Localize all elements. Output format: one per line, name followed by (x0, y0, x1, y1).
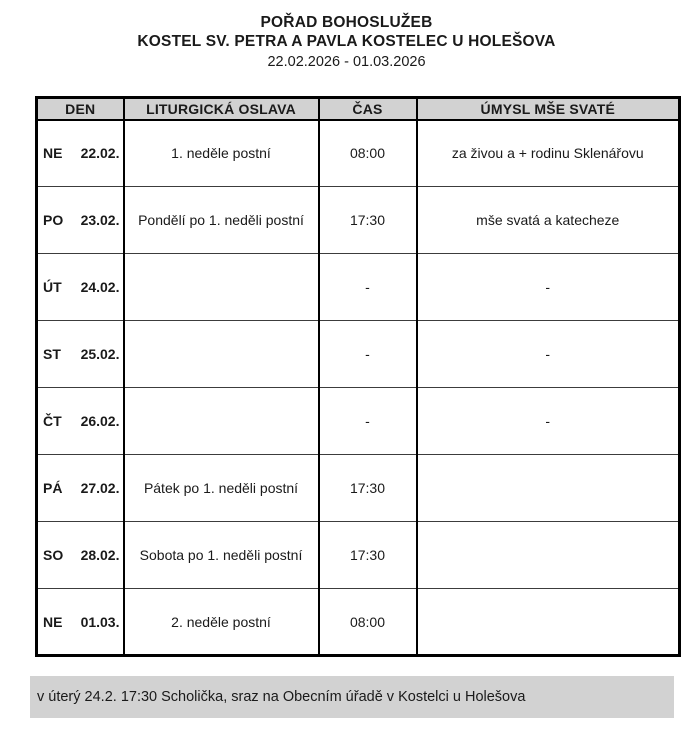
table-row (37, 254, 680, 321)
intention-cell: - (417, 388, 680, 455)
table-row (37, 455, 680, 522)
schedule-table (35, 96, 681, 657)
church-name: KOSTEL SV. PETRA A PAVLA KOSTELEC U HOLEŠOVA (137, 33, 556, 50)
time-cell: 17:30 (319, 187, 417, 254)
time-cell: - (319, 388, 417, 455)
day-cell (37, 120, 124, 187)
day-cell (37, 388, 124, 455)
day-date: 24.02. (80, 279, 120, 295)
column-header-liturgicka-oslava: LITURGICKÁ OSLAVA (124, 98, 319, 120)
day-cell (37, 254, 124, 321)
intention-cell: - (417, 254, 680, 321)
time-cell: 08:00 (319, 120, 417, 187)
time-cell: 17:30 (319, 455, 417, 522)
day-date: 01.03. (80, 613, 120, 630)
table-row (37, 522, 680, 589)
intention-cell: mše svatá a katecheze (417, 187, 680, 254)
intention-cell (417, 589, 680, 656)
day-abbrev: NE (43, 145, 63, 162)
day-cell (37, 589, 124, 656)
celebration-cell: 2. neděle postní (124, 589, 319, 656)
day-abbrev: ÚT (43, 279, 62, 295)
celebration-cell: Sobota po 1. neděli postní (124, 522, 319, 589)
celebration-cell: Pondělí po 1. neděli postní (124, 187, 319, 254)
header-row (37, 98, 680, 120)
day-date: 22.02. (80, 145, 120, 162)
day-abbrev: NE (43, 613, 63, 630)
day-date: 26.02. (80, 413, 120, 429)
table-row (37, 321, 680, 388)
footer-note-band (30, 676, 674, 718)
celebration-cell: 1. neděle postní (124, 120, 319, 187)
date-range: 22.02.2026 - 01.03.2026 (267, 54, 426, 70)
footer-note: v úterý 24.2. 17:30 Scholička, sraz na Obecním úřadě v Kostelci u Holešova (37, 689, 526, 705)
intention-cell (417, 455, 680, 522)
intention-cell (417, 522, 680, 589)
celebration-cell (124, 388, 319, 455)
time-cell: 17:30 (319, 522, 417, 589)
day-cell (37, 522, 124, 589)
time-cell: 08:00 (319, 589, 417, 656)
table-row (37, 187, 680, 254)
day-date: 27.02. (80, 480, 120, 496)
day-abbrev: PO (43, 212, 64, 228)
day-abbrev: PÁ (43, 480, 63, 496)
time-cell: - (319, 254, 417, 321)
day-date: 28.02. (80, 547, 120, 563)
day-cell (37, 187, 124, 254)
celebration-cell: Pátek po 1. neděli postní (124, 455, 319, 522)
page-title: POŘAD BOHOSLUŽEB (260, 14, 433, 31)
table-row (37, 589, 680, 656)
column-header-umysl: ÚMYSL MŠE SVATÉ (417, 98, 680, 120)
day-cell (37, 455, 124, 522)
column-header-den: DEN (37, 98, 124, 120)
day-date: 23.02. (80, 212, 120, 228)
day-abbrev: ČT (43, 413, 62, 429)
table-row (37, 388, 680, 455)
celebration-cell (124, 254, 319, 321)
day-abbrev: SO (43, 547, 64, 563)
day-abbrev: ST (43, 346, 61, 362)
celebration-cell (124, 321, 319, 388)
title-block (0, 0, 693, 72)
time-cell: - (319, 321, 417, 388)
column-header-cas: ČAS (319, 98, 417, 120)
table-row (37, 120, 680, 187)
intention-cell: za živou a + rodinu Sklenářovu (417, 120, 680, 187)
day-cell (37, 321, 124, 388)
intention-cell: - (417, 321, 680, 388)
day-date: 25.02. (80, 346, 120, 362)
